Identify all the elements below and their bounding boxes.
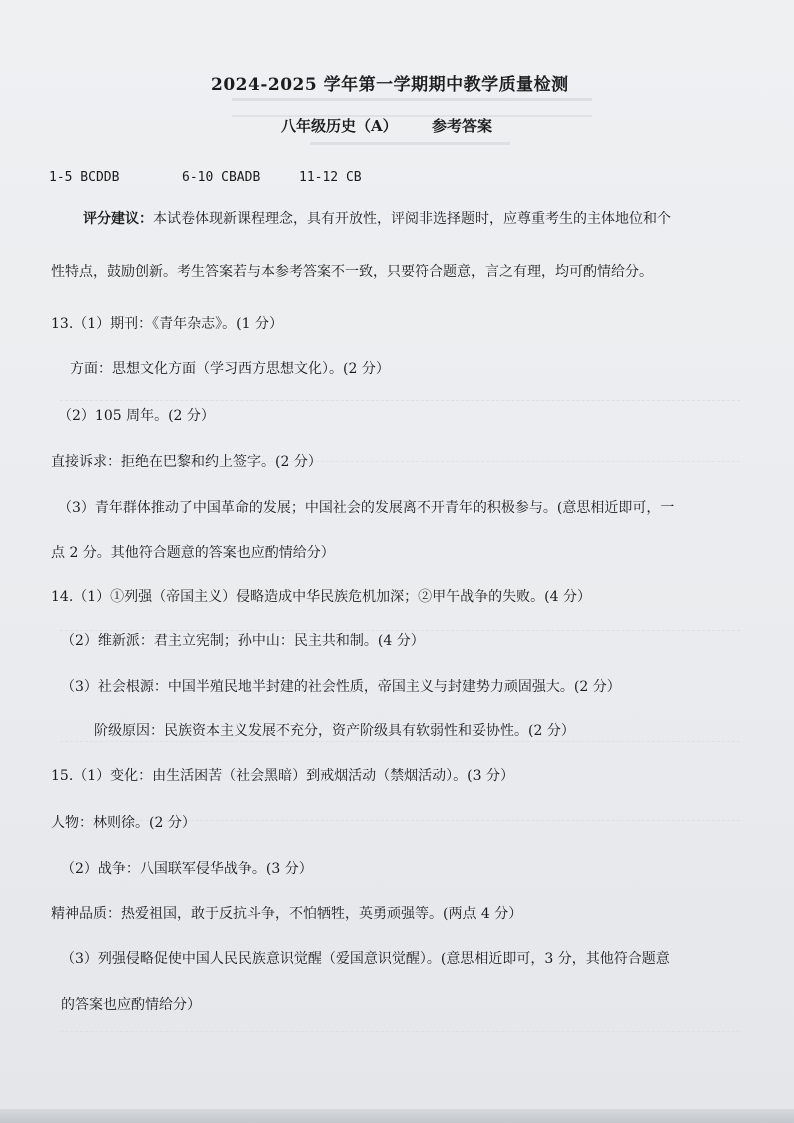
document-title: 2024-2025 学年第一学期期中教学质量检测 (211, 75, 569, 95)
answer-key-11-12: 11-12 CB (299, 170, 362, 185)
q13-line-6: 点 2 分。其他符合题意的答案也应酌情给分） (51, 545, 335, 561)
q13-line-2: 方面：思想文化方面（学习西方思想文化）。(2 分） (70, 361, 390, 377)
q14-line-4: 阶级原因：民族资本主义发展不充分，资产阶级具有软弱性和妥协性。(2 分） (94, 723, 575, 739)
document-subtitle-course: 八年级历史（A） (281, 117, 398, 135)
q15-line-3: （2）战争：八国联军侵华战争。(3 分） (61, 861, 313, 877)
q13-line-5: （3）青年群体推动了中国革命的发展；中国社会的发展离不开青年的积极参与。(意思相近即可，一 (58, 500, 675, 516)
answer-key-6-10: 6-10 CBADB (182, 170, 261, 185)
scoring-guidance-text: 本试卷体现新课程理念，具有开放性，评阅非选择题时，应尊重考生的主体地位和个 (153, 211, 671, 227)
bleed-through-subtitle (310, 142, 510, 155)
q13-line-3: （2）105 周年。(2 分） (58, 408, 215, 424)
scoring-guidance-line-2: 性特点，鼓励创新。考生答案若与本参考答案不一致，只要符合题意，言之有理，均可酌情给分。 (51, 264, 653, 280)
document-subtitle-answers: 参考答案 (432, 117, 493, 135)
q15-line-1: 15.（1）变化：由生活困苦（社会黑暗）到戒烟活动（禁烟活动）。(3 分） (51, 768, 514, 784)
answer-key-1-5: 1-5 BCDDB (49, 170, 120, 185)
q14-line-1: 14.（1）①列强（帝国主义）侵略造成中华民族危机加深；②甲午战争的失败。(4 分） (51, 589, 591, 605)
scoring-guidance-line-1 (83, 208, 671, 228)
q14-line-3: （3）社会根源：中国半殖民地半封建的社会性质，帝国主义与封建势力顽固强大。(2 分） (61, 679, 621, 695)
q15-line-5: （3）列强侵略促使中国人民民族意识觉醒（爱国意识觉醒）。(意思相近即可，3 分，其他符合题意 (61, 951, 670, 967)
q15-line-4: 精神品质：热爱祖国，敢于反抗斗争，不怕牺牲，英勇顽强等。(两点 4 分） (51, 906, 523, 922)
page-bottom-edge (0, 1109, 794, 1123)
q13-line-1: 13.（1）期刊：《青年杂志》。(1 分） (51, 316, 283, 332)
q15-line-6: 的答案也应酌情给分） (61, 997, 201, 1013)
q14-line-2: （2）维新派：君主立宪制；孙中山：民主共和制。(4 分） (61, 633, 425, 649)
scoring-guidance-label: 评分建议： (83, 211, 153, 227)
q13-line-4: 直接诉求：拒绝在巴黎和约上签字。(2 分） (51, 454, 322, 470)
q15-line-2: 人物：林则徐。(2 分） (51, 815, 196, 831)
